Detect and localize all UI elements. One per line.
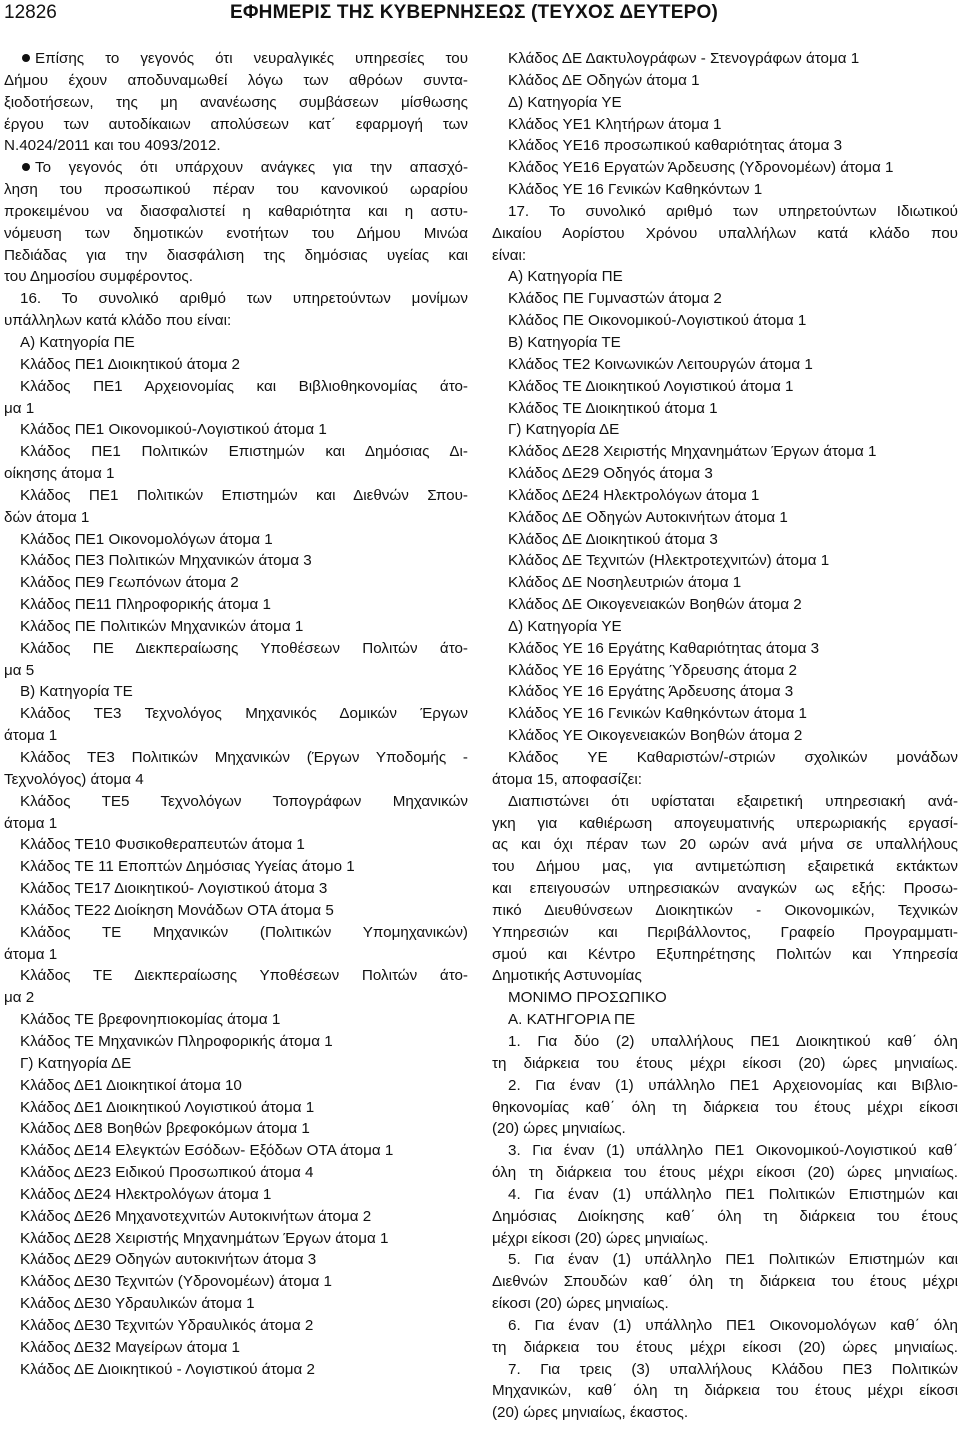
line-text: άτομα 1 [4, 945, 58, 963]
line-text: Κλάδος ΔΕ8 Βοηθών βρεφοκόμων άτομα 1 [20, 1120, 310, 1138]
line-text: Κλάδος ΥΕ1 Κλητήρων άτομα 1 [508, 115, 722, 133]
line-text: είκοσι (20) ώρες μηνιαίως. [492, 1295, 669, 1313]
line-text: Κλάδος ΤΕ Διεκπεραίωσης Υποθέσεων Πολιτών άτο- [20, 967, 468, 985]
line-text: Δημοτικής Αστυνομίας [492, 967, 642, 985]
line-text: μα 5 [4, 661, 35, 679]
text-line [4, 987, 468, 1009]
text-line [492, 201, 958, 223]
line-text: Κλάδος ΔΕ Οδηγών Αυτοκινήτων άτομα 1 [508, 508, 788, 526]
text-line [492, 1249, 958, 1271]
text-line [492, 1206, 958, 1228]
line-text: Α) Κατηγορία ΠΕ [20, 333, 135, 351]
line-text: Κλάδος ΔΕ Νοσηλευτριών άτομα 1 [508, 574, 742, 592]
text-line [4, 1206, 468, 1228]
line-text: 3. Για έναν (1) υπάλληλο ΠΕ1 Οικονομικού-Λογιστικού καθ΄ [508, 1142, 958, 1160]
line-text: ξιοδοτήσεων, της μη ανανέωσης συμβάσεων μίσθωσης [4, 93, 468, 111]
text-line [492, 529, 958, 551]
text-line [4, 376, 468, 398]
text-line [4, 179, 468, 201]
text-line [492, 987, 958, 1009]
text-line [492, 441, 958, 463]
text-line [4, 550, 468, 572]
text-line [492, 769, 958, 791]
line-text: Β) Κατηγορία ΤΕ [20, 683, 133, 701]
text-line [492, 1380, 958, 1402]
line-text: 6. Για έναν (1) υπάλληλο ΠΕ1 Οικονομολόγων καθ΄ όλη [508, 1316, 958, 1334]
text-line [4, 419, 468, 441]
text-line [492, 1293, 958, 1315]
line-text: Δήμου έχουν αποδυναμωθεί λόγω των αθρόων συντα- [4, 71, 468, 89]
text-line [4, 965, 468, 987]
text-line [4, 1140, 468, 1162]
text-line [4, 813, 468, 835]
left-column [4, 48, 468, 1380]
line-text: νόμευση των δημοτικών ενοτήτων του Δήμου Μινώα [4, 224, 468, 242]
line-text: Το γεγονός ότι υπάρχουν ανάγκες για την απασχό- [35, 159, 468, 177]
line-text: 17. Το συνολικό αριθμό των υπηρετούντων Ιδιωτικού [508, 202, 958, 220]
line-text: πικό Διευθύνσεων Διοικητικών - Οικονομικών, Τεχνικών [492, 901, 958, 919]
text-line [4, 485, 468, 507]
line-text: Κλάδος ΔΕ30 Υδραυλικών άτομα 1 [20, 1295, 255, 1313]
text-line [492, 965, 958, 987]
text-line [492, 1315, 958, 1337]
bullet-icon [22, 54, 30, 62]
line-text: άτομα 1 [4, 814, 58, 832]
line-text: Επίσης το γεγονός ότι νευραλγικές υπηρεσίες του [35, 50, 468, 67]
line-text: μα 1 [4, 399, 35, 417]
text-line [492, 1228, 958, 1250]
text-line [4, 48, 468, 70]
text-line [492, 135, 958, 157]
text-line [4, 769, 468, 791]
line-text: Κλάδος ΔΕ Διοικητικού άτομα 3 [508, 530, 718, 548]
line-text: Κλάδος ΔΕ23 Ειδικού Προσωπικού άτομα 4 [20, 1164, 314, 1182]
line-text: Κλάδος ΔΕ14 Ελεγκτών Εσόδων- Εξόδων ΟΤΑ άτομα 1 [20, 1142, 394, 1160]
text-line [492, 245, 958, 267]
line-text: υπάλληλων κατά κλάδο που είναι: [4, 312, 232, 330]
text-line [4, 529, 468, 551]
line-text: Κλάδος ΤΕ Διοικητικού Λογιστικού άτομα 1 [508, 377, 794, 395]
line-text: Κλάδος ΠΕ1 Πολιτικών Επιστημών και Διεθνών Σπου- [20, 486, 468, 504]
text-line [4, 310, 468, 332]
text-line [492, 813, 958, 835]
text-line [492, 266, 958, 288]
text-line [4, 1337, 468, 1359]
text-line [492, 747, 958, 769]
line-text: άτομα 15, αποφασίζει: [492, 770, 643, 788]
line-text: Κλάδος ΠΕ3 Πολιτικών Μηχανικών άτομα 3 [20, 552, 312, 570]
line-text: Δ) Κατηγορία ΥΕ [508, 617, 622, 635]
text-line [4, 245, 468, 267]
text-line [4, 288, 468, 310]
text-line [4, 157, 468, 179]
line-text: Υπηρεσιών και Περιβάλλοντος, Γραφείο Προγραμματι- [492, 923, 958, 941]
line-text: (20) ώρες μηνιαίως, έκαστος. [492, 1404, 689, 1422]
text-line [492, 944, 958, 966]
text-line [492, 878, 958, 900]
line-text: Α) Κατηγορία ΠΕ [508, 268, 623, 286]
text-line [492, 48, 958, 70]
line-text: Κλάδος ΔΕ28 Χειριστής Μηχανημάτων Έργων άτομα 1 [20, 1229, 389, 1247]
line-text: Κλάδος ΔΕ Οδηγών άτομα 1 [508, 71, 700, 89]
text-line [492, 834, 958, 856]
line-text: μέχρι είκοσι (20) ώρες μηνιαίως. [492, 1229, 709, 1247]
line-text: Κλάδος ΔΕ Διοικητικού - Λογιστικού άτομα 2 [20, 1360, 315, 1378]
right-column [492, 48, 958, 1424]
journal-title: ΕΦΗΜΕΡΙΣ ΤΗΣ ΚΥΒΕΡΝΗΣΕΩΣ (ΤΕΥΧΟΣ ΔΕΥΤΕΡΟ) [230, 2, 718, 23]
text-line [492, 354, 958, 376]
line-text: Κλάδος ΔΕ30 Τεχνιτών (Υδρονομέων) άτομα 1 [20, 1273, 332, 1291]
text-line [492, 1009, 958, 1031]
text-line [4, 463, 468, 485]
text-line [4, 1009, 468, 1031]
page-number: 12826 [4, 2, 57, 23]
text-line [492, 1031, 958, 1053]
text-line [492, 310, 958, 332]
line-text: δών άτομα 1 [4, 508, 90, 526]
line-text: Πεδιάδας για την διασφάλιση της δημόσιας υγείας και [4, 246, 468, 264]
text-line [492, 1402, 958, 1424]
line-text: ληση του προσωπικού πέραν του κανονικού ωραρίου [4, 181, 468, 199]
line-text: προκειμένου να διασφαλιστεί η καθαριότητα και η αστυ- [4, 202, 468, 220]
line-text: σμού και Κέντρο Εξυπηρέτησης Πολιτών και Υπηρεσία [492, 945, 958, 963]
text-line [492, 856, 958, 878]
text-line [492, 1184, 958, 1206]
line-text: Κλάδος ΤΕ10 Φυσικοθεραπευτών άτομα 1 [20, 836, 305, 854]
line-text: τη διάρκεια του έτους μέχρι είκοσι (20) ώρες μηνιαίως. [492, 1054, 958, 1072]
text-line [4, 747, 468, 769]
text-line [492, 70, 958, 92]
text-line [492, 1097, 958, 1119]
text-line [492, 398, 958, 420]
line-text: 4. Για έναν (1) υπάλληλο ΠΕ1 Πολιτικών Επιστημών και [508, 1185, 958, 1203]
text-line [4, 638, 468, 660]
text-line [4, 878, 468, 900]
line-text: Τεχνολόγος) άτομα 4 [4, 770, 144, 788]
line-text: Κλάδος ΔΕ29 Οδηγών αυτοκινήτων άτομα 3 [20, 1251, 317, 1269]
line-text: Κλάδος ΥΕ Καθαριστών/-στριών σχολικών μονάδων [508, 749, 958, 766]
text-line [4, 922, 468, 944]
line-text: Κλάδος ΔΕ29 Οδηγός άτομα 3 [508, 465, 713, 483]
text-line [4, 201, 468, 223]
line-text: ας και όχι πέραν των 20 ωρών ανά μήνα σε υπαλλήλους [492, 836, 958, 854]
text-line [492, 1359, 958, 1381]
text-line [492, 616, 958, 638]
text-line [4, 572, 468, 594]
line-text: Κλάδος ΠΕ1 Οικονομικού-Λογιστικού άτομα 1 [20, 421, 327, 439]
text-line [4, 92, 468, 114]
line-text: Κλάδος ΠΕ1 Πολιτικών Επιστημών και Δημόσιας Δι- [20, 443, 468, 461]
text-line [4, 114, 468, 136]
text-line [4, 1315, 468, 1337]
text-line [492, 1053, 958, 1075]
text-line [492, 900, 958, 922]
text-line [4, 1075, 468, 1097]
text-line [4, 223, 468, 245]
line-text: Κλάδος ΠΕ Οικονομικού-Λογιστικού άτομα 1 [508, 312, 807, 330]
text-line [4, 1228, 468, 1250]
line-text: οίκησης άτομα 1 [4, 465, 115, 483]
line-text: Κλάδος ΥΕ Οικογενειακών Βοηθών άτομα 2 [508, 727, 803, 745]
text-line [4, 135, 468, 157]
line-text: 16. Το συνολικό αριθμό των υπηρετούντων μονίμων [20, 290, 468, 308]
line-text: τη διάρκεια του έτους μέχρι είκοσι (20) ώρες μηνιαίως. [492, 1338, 958, 1356]
line-text: Κλάδος ΔΕ24 Ηλεκτρολόγων άτομα 1 [508, 486, 760, 504]
line-text: Κλάδος ΔΕ24 Ηλεκτρολόγων άτομα 1 [20, 1185, 272, 1203]
line-text: Κλάδος ΤΕ17 Διοικητικού- Λογιστικού άτομα 3 [20, 880, 328, 898]
text-line [4, 900, 468, 922]
line-text: Κλάδος ΤΕ22 Διοίκηση Μονάδων ΟΤΑ άτομα 5 [20, 901, 334, 919]
text-line [4, 1359, 468, 1381]
text-line [4, 856, 468, 878]
text-line [492, 507, 958, 529]
line-text: Κλάδος ΠΕ1 Διοικητικού άτομα 2 [20, 355, 240, 373]
text-line [4, 441, 468, 463]
line-text: Α. ΚΑΤΗΓΟΡΙΑ ΠΕ [508, 1011, 636, 1029]
text-line [492, 114, 958, 136]
text-line [4, 1053, 468, 1075]
text-line [4, 1249, 468, 1271]
line-text: ΜΟΝΙΜΟ ΠΡΟΣΩΠΙΚΟ [508, 989, 667, 1007]
line-text: Κλάδος ΤΕ 11 Εποπτών Δημόσιας Υγείας άτομο 1 [20, 858, 355, 876]
line-text: Διαπιστώνει ότι υφίσταται εξαιρετική υπηρεσιακή ανά- [508, 792, 958, 810]
line-text: του Δημοσίου συμφέροντος. [4, 268, 193, 286]
text-line [492, 332, 958, 354]
line-text: Κλάδος ΤΕ3 Πολιτικών Μηχανικών (Έργων Υποδομής - [20, 749, 468, 766]
line-text: μα 2 [4, 989, 35, 1007]
line-text: 5. Για έναν (1) υπάλληλο ΠΕ1 Πολιτικών Επιστημών και [508, 1251, 958, 1269]
text-line [492, 288, 958, 310]
line-text: Δημόσιας Διοίκησης καθ΄ όλη τη διάρκεια του έτους [492, 1207, 958, 1225]
line-text: Κλάδος ΔΕ Τεχνιτών (Ηλεκτροτεχνιτών) άτομα 1 [508, 552, 830, 570]
line-text: Γ) Κατηγορία ΔΕ [508, 421, 620, 439]
text-line [492, 92, 958, 114]
line-text: Κλάδος ΠΕ1 Οικονομολόγων άτομα 1 [20, 530, 273, 548]
line-text: Κλάδος ΥΕ16 προσωπικού καθαριότητας άτομα 3 [508, 137, 843, 155]
text-line [4, 70, 468, 92]
text-line [4, 354, 468, 376]
line-text: Κλάδος ΔΕ28 Χειριστής Μηχανημάτων Έργων άτομα 1 [508, 443, 877, 461]
line-text: Δ) Κατηγορία ΥΕ [508, 93, 622, 111]
line-text: Κλάδος ΤΕ Μηχανικών Πληροφορικής άτομα 1 [20, 1032, 333, 1050]
line-text: Κλάδος ΤΕ βρεφονηπιοκομίας άτομα 1 [20, 1011, 281, 1029]
text-line [492, 376, 958, 398]
line-text: Κλάδος ΠΕ9 Γεωπόνων άτομα 2 [20, 574, 239, 592]
text-line [4, 1293, 468, 1315]
text-line [492, 638, 958, 660]
line-text: Κλάδος ΥΕ 16 Γενικών Καθηκόντων 1 [508, 181, 763, 199]
text-line [4, 594, 468, 616]
line-text: Κλάδος ΠΕ Διεκπεραίωσης Υποθέσεων Πολιτών άτο- [20, 639, 468, 657]
line-text: Κλάδος ΥΕ 16 Εργάτης Άρδευσης άτομα 3 [508, 683, 794, 701]
text-line [4, 660, 468, 682]
text-line [4, 1097, 468, 1119]
text-line [492, 157, 958, 179]
text-line [4, 791, 468, 813]
line-text: είναι: [492, 246, 527, 264]
line-text: (20) ώρες μηνιαίως. [492, 1120, 626, 1138]
line-text: Κλάδος ΔΕ1 Διοικητικού Λογιστικού άτομα 1 [20, 1098, 315, 1116]
text-line [4, 1118, 468, 1140]
text-line [492, 725, 958, 747]
text-line [492, 1140, 958, 1162]
text-line [492, 1118, 958, 1140]
text-line [4, 616, 468, 638]
line-text: Κλάδος ΤΕ Διοικητικού άτομα 1 [508, 399, 718, 417]
text-line [4, 507, 468, 529]
line-text: θηκονομίας καθ΄ όλη τη διάρκεια του έτους μέχρι είκοσι [492, 1098, 958, 1116]
text-line [492, 550, 958, 572]
text-line [4, 703, 468, 725]
line-text: Μηχανικών, καθ΄ όλη τη διάρκεια του έτους μέχρι είκοσι [492, 1382, 958, 1400]
text-line [4, 266, 468, 288]
line-text: Κλάδος ΠΕ1 Αρχειονομίας και Βιβλιοθηκονομίας άτο- [20, 377, 468, 395]
text-line [4, 398, 468, 420]
text-line [492, 594, 958, 616]
text-line [492, 485, 958, 507]
line-text: Κλάδος ΥΕ16 Εργατών Άρδευσης (Υδρονομέων) άτομα 1 [508, 159, 894, 177]
line-text: Κλάδος ΤΕ Μηχανικών (Πολιτικών Υπομηχανικών) [20, 923, 468, 941]
bullet-icon [22, 163, 30, 171]
text-line [492, 681, 958, 703]
text-line [492, 1075, 958, 1097]
line-text: Δικαίου Αορίστου Χρόνου υπαλλήλων κατά κλάδο που [492, 224, 958, 242]
text-line [492, 419, 958, 441]
line-text: 7. Για τρεις (3) υπαλλήλους Κλάδου ΠΕ3 Πολιτικών [508, 1360, 958, 1378]
line-text: Κλάδος ΠΕ11 Πληροφορικής άτομα 1 [20, 596, 271, 614]
line-text: Κλάδος ΔΕ32 Μαγείρων άτομα 1 [20, 1338, 240, 1356]
line-text: του Δήμου μας, για αντιμετώπιση εξαιρετικά εκτάκτων [492, 858, 958, 876]
line-text: Ν.4024/2011 και του 4093/2012. [4, 137, 221, 155]
text-line [4, 1271, 468, 1293]
line-text: όλη τη διάρκεια του έτους μέχρι είκοσι (20) ώρες μηνιαίως. [492, 1164, 958, 1182]
line-text: Γ) Κατηγορία ΔΕ [20, 1054, 132, 1072]
text-line [492, 922, 958, 944]
line-text: Κλάδος ΠΕ Πολιτικών Μηχανικών άτομα 1 [20, 617, 304, 635]
text-line [4, 332, 468, 354]
text-line [4, 1031, 468, 1053]
line-text: Κλάδος ΔΕ Δακτυλογράφων - Στενογράφων άτομα 1 [508, 50, 860, 67]
line-text: Κλάδος ΤΕ5 Τεχνολόγων Τοπογράφων Μηχανικών [20, 792, 468, 810]
text-line [492, 1337, 958, 1359]
line-text: Κλάδος ΤΕ2 Κοινωνικών Λειτουργών άτομα 1 [508, 355, 813, 373]
text-line [4, 681, 468, 703]
page-header [0, 0, 960, 28]
text-line [492, 179, 958, 201]
line-text: γκη για καθιέρωση απογευματινής υπερωριακής εργασί- [492, 814, 958, 832]
line-text: Κλάδος ΔΕ1 Διοικητικοί άτομα 10 [20, 1076, 242, 1094]
line-text: Κλάδος ΥΕ 16 Γενικών Καθηκόντων άτομα 1 [508, 705, 807, 723]
line-text: Κλάδος ΔΕ26 Μηχανοτεχνιτών Αυτοκινήτων άτομα 2 [20, 1207, 372, 1225]
line-text: Διεθνών Σπουδών καθ΄ όλη τη διάρκεια του έτους μέχρι [492, 1273, 958, 1291]
line-text: Κλάδος ΥΕ 16 Εργάτης Ύδρευσης άτομα 2 [508, 661, 797, 679]
text-line [492, 223, 958, 245]
line-text: 2. Για έναν (1) υπάλληλο ΠΕ1 Αρχειονομίας και Βιβλιο- [508, 1076, 958, 1094]
line-text: έργου των αυτοδίκαιων απολύσεων κατ΄ εφαρμογή των [4, 115, 468, 133]
text-line [492, 660, 958, 682]
line-text: και επειγουσών υπηρεσιακών αναγκών ως εξής: Προσω- [492, 880, 958, 898]
line-text: άτομα 1 [4, 727, 58, 745]
text-line [492, 703, 958, 725]
text-line [4, 944, 468, 966]
text-line [492, 791, 958, 813]
line-text: Κλάδος ΠΕ Γυμναστών άτομα 2 [508, 290, 722, 308]
line-text: Κλάδος ΥΕ 16 Εργάτης Καθαριότητας άτομα 3 [508, 639, 820, 657]
text-line [492, 463, 958, 485]
text-line [492, 1271, 958, 1293]
line-text: Κλάδος ΔΕ Οικογενειακών Βοηθών άτομα 2 [508, 596, 802, 614]
line-text: 1. Για δύο (2) υπαλλήλους ΠΕ1 Διοικητικού καθ΄ όλη [508, 1032, 958, 1050]
line-text: Β) Κατηγορία ΤΕ [508, 333, 621, 351]
text-line [4, 1162, 468, 1184]
text-line [492, 1162, 958, 1184]
text-line [492, 572, 958, 594]
text-line [4, 725, 468, 747]
line-text: Κλάδος ΔΕ30 Τεχνιτών Υδραυλικός άτομα 2 [20, 1316, 314, 1334]
text-line [4, 1184, 468, 1206]
text-line [4, 834, 468, 856]
line-text: Κλάδος ΤΕ3 Τεχνολόγος Μηχανικός Δομικών Έργων [20, 705, 468, 723]
